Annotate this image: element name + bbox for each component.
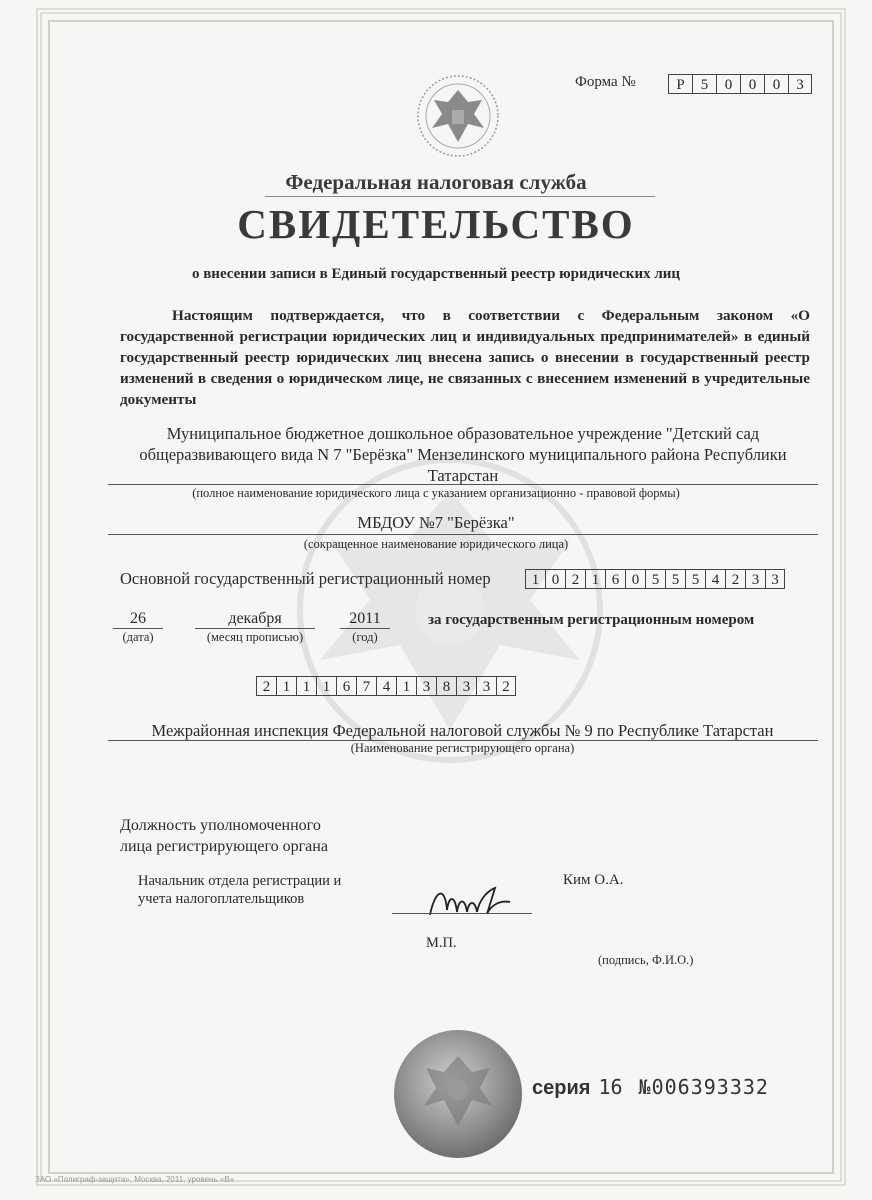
blank-number: №006393332 [638,1075,769,1099]
hologram-seal-icon [392,1028,524,1160]
form-code-cell: 0 [716,74,740,94]
stamp-place-label: М.П. [426,935,457,951]
full-organization-name: Муниципальное бюджетное дошкольное образовательное учреждение "Детский сад общеразвивающего вида N 7 "Берёзка" Мензелинского муниципального района Республики Татарстан [139,424,787,485]
position-label [120,815,328,857]
grn-digit-cell: 3 [456,676,476,696]
grn-digit-cell: 2 [256,676,276,696]
series-label: серия [532,1077,591,1099]
short-name-underline [108,534,818,535]
short-organization-name: МБДОУ №7 "Берёзка" [357,513,515,532]
ogrn-digit-cell: 5 [665,569,685,589]
grn-digit-cell: 3 [416,676,436,696]
registering-authority: Межрайонная инспекция Федеральной налоговой службы № 9 по Республике Татарстан [151,721,774,740]
grn-digit-cell: 1 [316,676,336,696]
ogrn-digit-cell: 2 [565,569,585,589]
date-month-underline [195,628,315,629]
printer-note: ЗАО «Полиграф-защита», Москва, 2011, уровень «В» [35,1175,235,1184]
date-day-underline [113,628,163,629]
form-number-label: Форма № [575,74,636,90]
ogrn-digit-cell: 3 [745,569,765,589]
form-code-cell: 5 [692,74,716,94]
position-label-line1: Должность уполномоченного [120,817,321,834]
form-code [668,74,812,94]
date-year-caption: (год) [352,630,378,644]
grn-number [256,676,516,696]
full-name-caption: (полное наименование юридического лица с указанием организационно - правовой формы) [192,486,680,500]
document-title: СВИДЕТЕЛЬСТВО [237,201,635,247]
grn-digit-cell: 6 [336,676,356,696]
ogrn-digit-cell: 4 [705,569,725,589]
reg-authority-caption: (Наименование регистрирующего органа) [350,741,575,755]
ogrn-digit-cell: 2 [725,569,745,589]
date-year-underline [340,628,390,629]
form-code-cell: 0 [764,74,788,94]
series-value: 16 [598,1075,623,1099]
form-code-cell: 3 [788,74,812,94]
ogrn-digit-cell: 1 [585,569,605,589]
signature-line [392,913,532,914]
form-code-cell: Р [668,74,692,94]
ogrn-digit-cell: 0 [625,569,645,589]
issuing-authority: Федеральная налоговая служба [285,170,587,194]
grn-label: за государственным регистрационным номером [428,612,755,628]
ogrn-digit-cell: 6 [605,569,625,589]
ogrn-digit-cell: 5 [685,569,705,589]
ogrn-digit-cell: 3 [765,569,785,589]
grn-digit-cell: 7 [356,676,376,696]
position-label-line2: лица регистрирующего органа [120,838,328,855]
authority-underline [265,196,655,197]
official-title-line2: учета налогоплательщиков [138,891,305,907]
document-subtitle: о внесении записи в Единый государственный реестр юридических лиц [191,266,681,282]
date-day: 26 [130,610,146,627]
ogrn-number [525,569,785,589]
grn-digit-cell: 2 [496,676,516,696]
ogrn-label: Основной государственный регистрационный номер [120,569,491,588]
short-name-caption: (сокращенное наименование юридического лица) [303,537,569,551]
grn-digit-cell: 1 [396,676,416,696]
official-title [138,872,341,908]
grn-digit-cell: 3 [476,676,496,696]
ogrn-digit-cell: 5 [645,569,665,589]
state-emblem-icon [404,72,512,160]
date-year: 2011 [349,610,381,627]
date-day-caption: (дата) [122,630,154,644]
grn-digit-cell: 4 [376,676,396,696]
handwritten-signature-icon [425,880,515,925]
grn-digit-cell: 1 [296,676,316,696]
official-name: Ким О.А. [563,872,624,888]
date-month: декабря [228,610,282,627]
full-name-underline [108,484,818,485]
signature-caption: (подпись, Ф.И.О.) [598,953,694,967]
date-month-caption: (месяц прописью) [206,630,304,644]
series-number [532,1075,769,1100]
form-code-cell: 0 [740,74,764,94]
grn-digit-cell: 1 [276,676,296,696]
grn-digit-cell: 8 [436,676,456,696]
certification-statement: Настоящим подтверждается, что в соответствии с Федеральным законом «О государственной регистрации юридических лиц и индивидуальных предпринимателей» в единый государственный реестр юридических лиц внесена запись о внесении в государственный реестр изменений в сведения о юридическом лице, не связанных с внесением изменений в учредительные документы [120,307,810,408]
official-title-line1: Начальник отдела регистрации и [138,873,342,889]
ogrn-digit-cell: 1 [525,569,545,589]
ogrn-digit-cell: 0 [545,569,565,589]
